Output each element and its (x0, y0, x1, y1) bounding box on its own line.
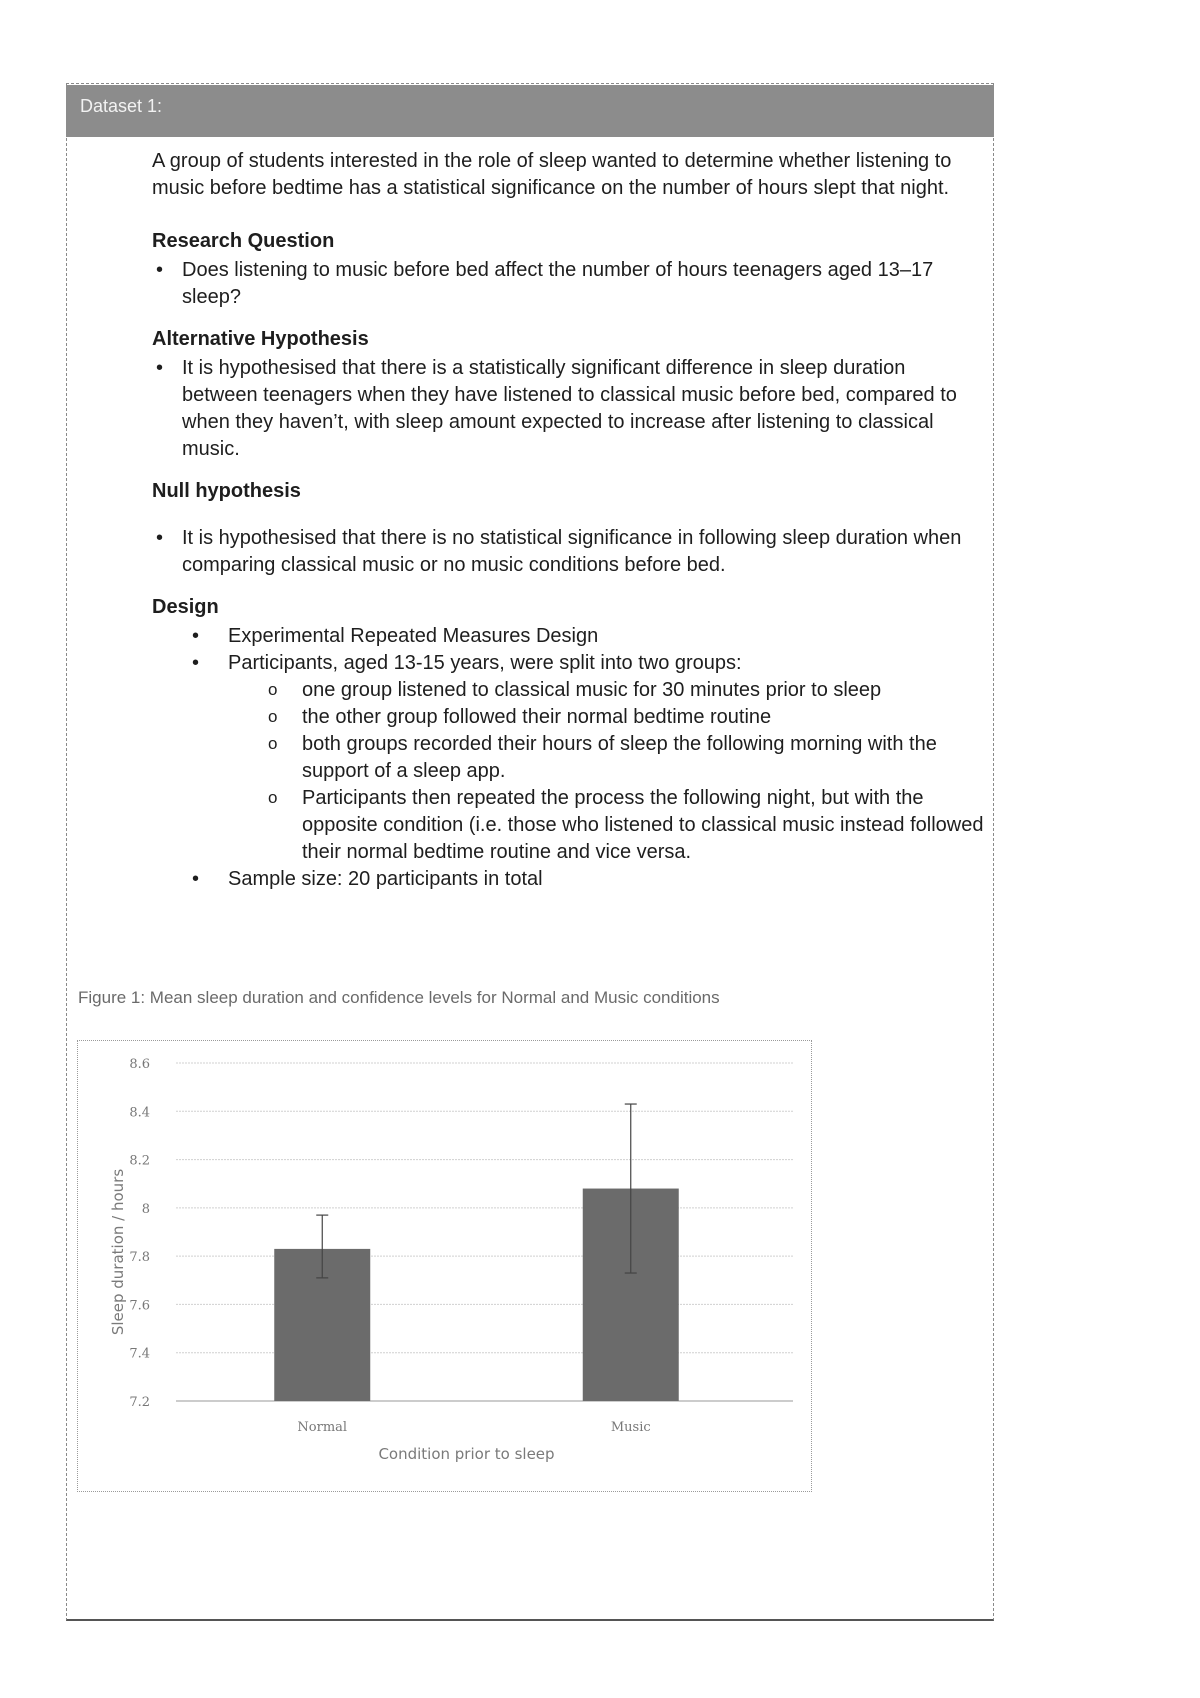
y-tick-label: 7.2 (129, 1395, 150, 1410)
design-item: • Experimental Repeated Measures Design (188, 623, 984, 650)
dataset-header-bar (66, 85, 994, 137)
alternative-hypothesis-heading: Alternative Hypothesis (152, 328, 369, 350)
y-tick-label: 8.4 (129, 1105, 150, 1121)
design-sub-item: o Participants then repeated the process the following night, but with the opposite condition (i.e. those who listened to classical music instead followed their normal bedtime routine and vice versa. (268, 785, 984, 866)
design-heading: Design (152, 596, 219, 618)
research-question-list (152, 257, 984, 311)
x-axis-label: Condition prior to sleep (378, 1445, 555, 1463)
design-sub-list (228, 677, 984, 866)
design-sub-item: o one group listened to classical music for 30 minutes prior to sleep (268, 677, 984, 704)
y-tick-label: 7.4 (129, 1346, 150, 1362)
y-tick-label: 7.6 (129, 1298, 150, 1314)
y-tick-label: 8.6 (129, 1057, 150, 1072)
y-tick-label: 8.2 (129, 1153, 150, 1169)
null-hypothesis-item: • It is hypothesised that there is no statistical significance in following sleep duration when comparing classical music or no music conditions before bed. (152, 525, 984, 579)
y-tick-label: 8 (141, 1201, 150, 1217)
null-hypothesis-heading: Null hypothesis (152, 480, 301, 502)
research-question-item: • Does listening to music before bed affect the number of hours teenagers aged 13–17 sleep? (152, 257, 984, 311)
alternative-hypothesis-list (152, 355, 984, 463)
design-list (152, 623, 984, 893)
research-question-heading: Research Question (152, 230, 335, 252)
chart-container (77, 1040, 812, 1492)
y-axis-label: Sleep duration / hours (109, 1168, 127, 1336)
y-tick-label: 7.8 (129, 1250, 150, 1266)
intro-paragraph: A group of students interested in the role of sleep wanted to determine whether listening to music before bedtime has a statistical significance on the number of hours slept that night. (152, 150, 952, 199)
dataset-title: Dataset 1: (80, 96, 163, 116)
design-item-text: Participants, aged 13-15 years, were split into two groups: (228, 652, 742, 674)
alternative-hypothesis-item: • It is hypothesised that there is a statistically significant difference in sleep duration between teenagers when they have listened to classical music before bed, compared to when they haven’t, with sleep amount expected to increase after listening to classical music. (152, 355, 984, 463)
dataset-content (152, 148, 984, 893)
null-hypothesis-list (152, 525, 984, 579)
x-tick-label: Normal (297, 1420, 348, 1435)
design-sub-item: o the other group followed their normal bedtime routine (268, 704, 984, 731)
x-tick-label: Music (610, 1420, 651, 1435)
figure-caption: Figure 1: Mean sleep duration and confidence levels for Normal and Music conditions (78, 988, 720, 1007)
design-item: • Sample size: 20 participants in total (188, 866, 984, 893)
bar-chart (78, 1041, 811, 1491)
design-item (188, 650, 984, 866)
design-sub-item: o both groups recorded their hours of sleep the following morning with the support of a sleep app. (268, 731, 984, 785)
